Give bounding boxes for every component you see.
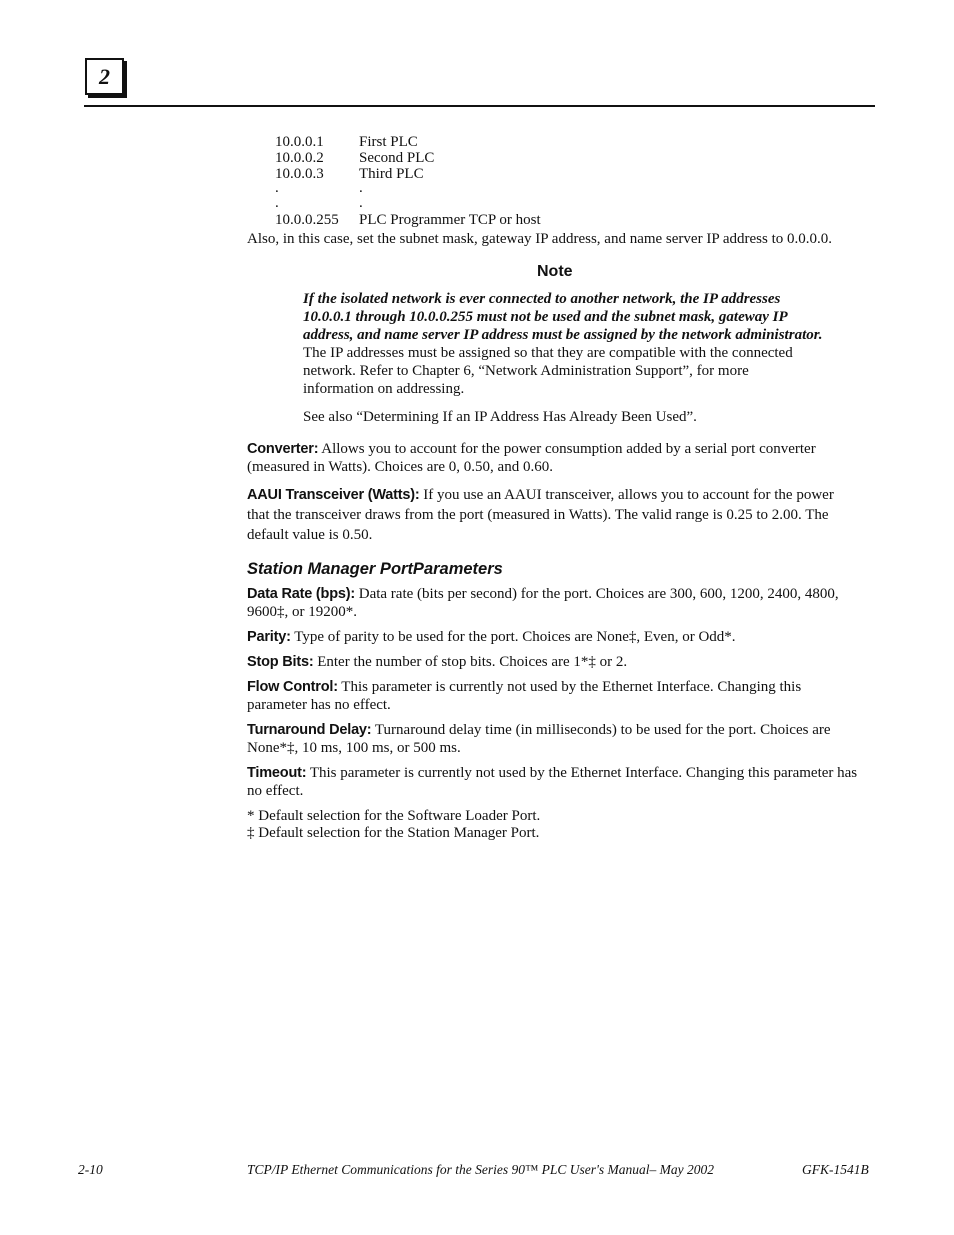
page-number: 2-10	[78, 1162, 103, 1177]
param-text: This parameter is currently not used by the Ethernet Interface. Changing this parameter has no effect.	[247, 679, 802, 713]
note-body	[303, 290, 823, 398]
param-label: Stop Bits:	[247, 654, 314, 670]
note-warning-text: If the isolated network is ever connected to another network, the IP addresses 10.0.0.1 through 10.0.0.255 must not be used and the subnet mask, gateway IP address, and name server IP address must be assigned by the network administrator.	[303, 291, 823, 343]
ip-description: PLC Programmer TCP or host	[359, 212, 541, 228]
converter-paragraph	[247, 440, 859, 476]
ip-description: Third PLC	[359, 166, 424, 182]
param-text: Type of parity to be used for the port. Choices are None‡, Even, or Odd*.	[290, 629, 736, 645]
converter-text: Allows you to account for the power consumption added by a serial port converter (measured in Watts). Choices are 0, 0.50, and 0.60.	[247, 441, 816, 475]
ip-description: First PLC	[359, 134, 418, 150]
also-paragraph: Also, in this case, set the subnet mask, gateway IP address, and name server IP address to 0.0.0.0.	[247, 231, 833, 247]
param-timeout	[247, 764, 859, 800]
document-id: GFK-1541B	[802, 1162, 869, 1177]
aaui-label: AAUI Transceiver (Watts):	[247, 487, 420, 503]
param-label: Turnaround Delay:	[247, 722, 372, 738]
ip-address: 10.0.0.2	[275, 150, 324, 166]
note-normal-text: The IP addresses must be assigned so that they are compatible with the connected network. Refer to Chapter 6, “Network Administration Support”, for more information on addressing.	[303, 345, 793, 397]
param-stop-bits	[247, 653, 859, 671]
section-heading: Station Manager PortParameters	[247, 560, 503, 578]
footnote: ‡ Default selection for the Station Manager Port.	[247, 825, 540, 841]
param-text: This parameter is currently not used by the Ethernet Interface. Changing this parameter has no effect.	[247, 765, 858, 799]
ip-address: .	[275, 180, 279, 196]
ip-address: 10.0.0.3	[275, 166, 324, 182]
ip-description: Second PLC	[359, 150, 435, 166]
footer-title: TCP/IP Ethernet Communications for the Series 90™ PLC User's Manual– May 2002	[247, 1162, 714, 1177]
param-flow-control	[247, 678, 859, 714]
param-label: Data Rate (bps):	[247, 586, 355, 602]
ip-description: .	[359, 195, 363, 211]
note-title: Note	[537, 263, 573, 280]
param-turnaround-delay	[247, 721, 859, 757]
param-data-rate	[247, 585, 859, 621]
ip-description: .	[359, 180, 363, 196]
param-label: Parity:	[247, 629, 291, 645]
aaui-paragraph	[247, 485, 859, 545]
param-text: Data rate (bits per second) for the port. Choices are 300, 600, 1200, 2400, 4800, 9600‡, or 19200*.	[247, 586, 839, 620]
header-rule	[84, 105, 875, 107]
note-see-also: See also “Determining If an IP Address Has Already Been Used”.	[303, 409, 697, 425]
param-text: Enter the number of stop bits. Choices are 1*‡ or 2.	[313, 654, 628, 670]
footnote: * Default selection for the Software Loader Port.	[247, 808, 541, 824]
param-label: Flow Control:	[247, 679, 338, 695]
param-label: Timeout:	[247, 765, 307, 781]
param-text: Turnaround delay time (in milliseconds) to be used for the port. Choices are None*‡, 10 ms, 100 ms, or 500 ms.	[247, 722, 831, 756]
converter-label: Converter:	[247, 441, 319, 457]
ip-address: 10.0.0.255	[275, 212, 339, 228]
aaui-text: If you use an AAUI transceiver, allows you to account for the power that the transceiver draws from the port (measured in Watts). The valid range is 0.25 to 2.00. The default value is 0.50.	[247, 487, 834, 543]
chapter-number-box	[85, 58, 124, 95]
ip-address: .	[275, 195, 279, 211]
chapter-number: 2	[99, 63, 110, 89]
param-parity	[247, 628, 859, 646]
ip-address: 10.0.0.1	[275, 134, 324, 150]
